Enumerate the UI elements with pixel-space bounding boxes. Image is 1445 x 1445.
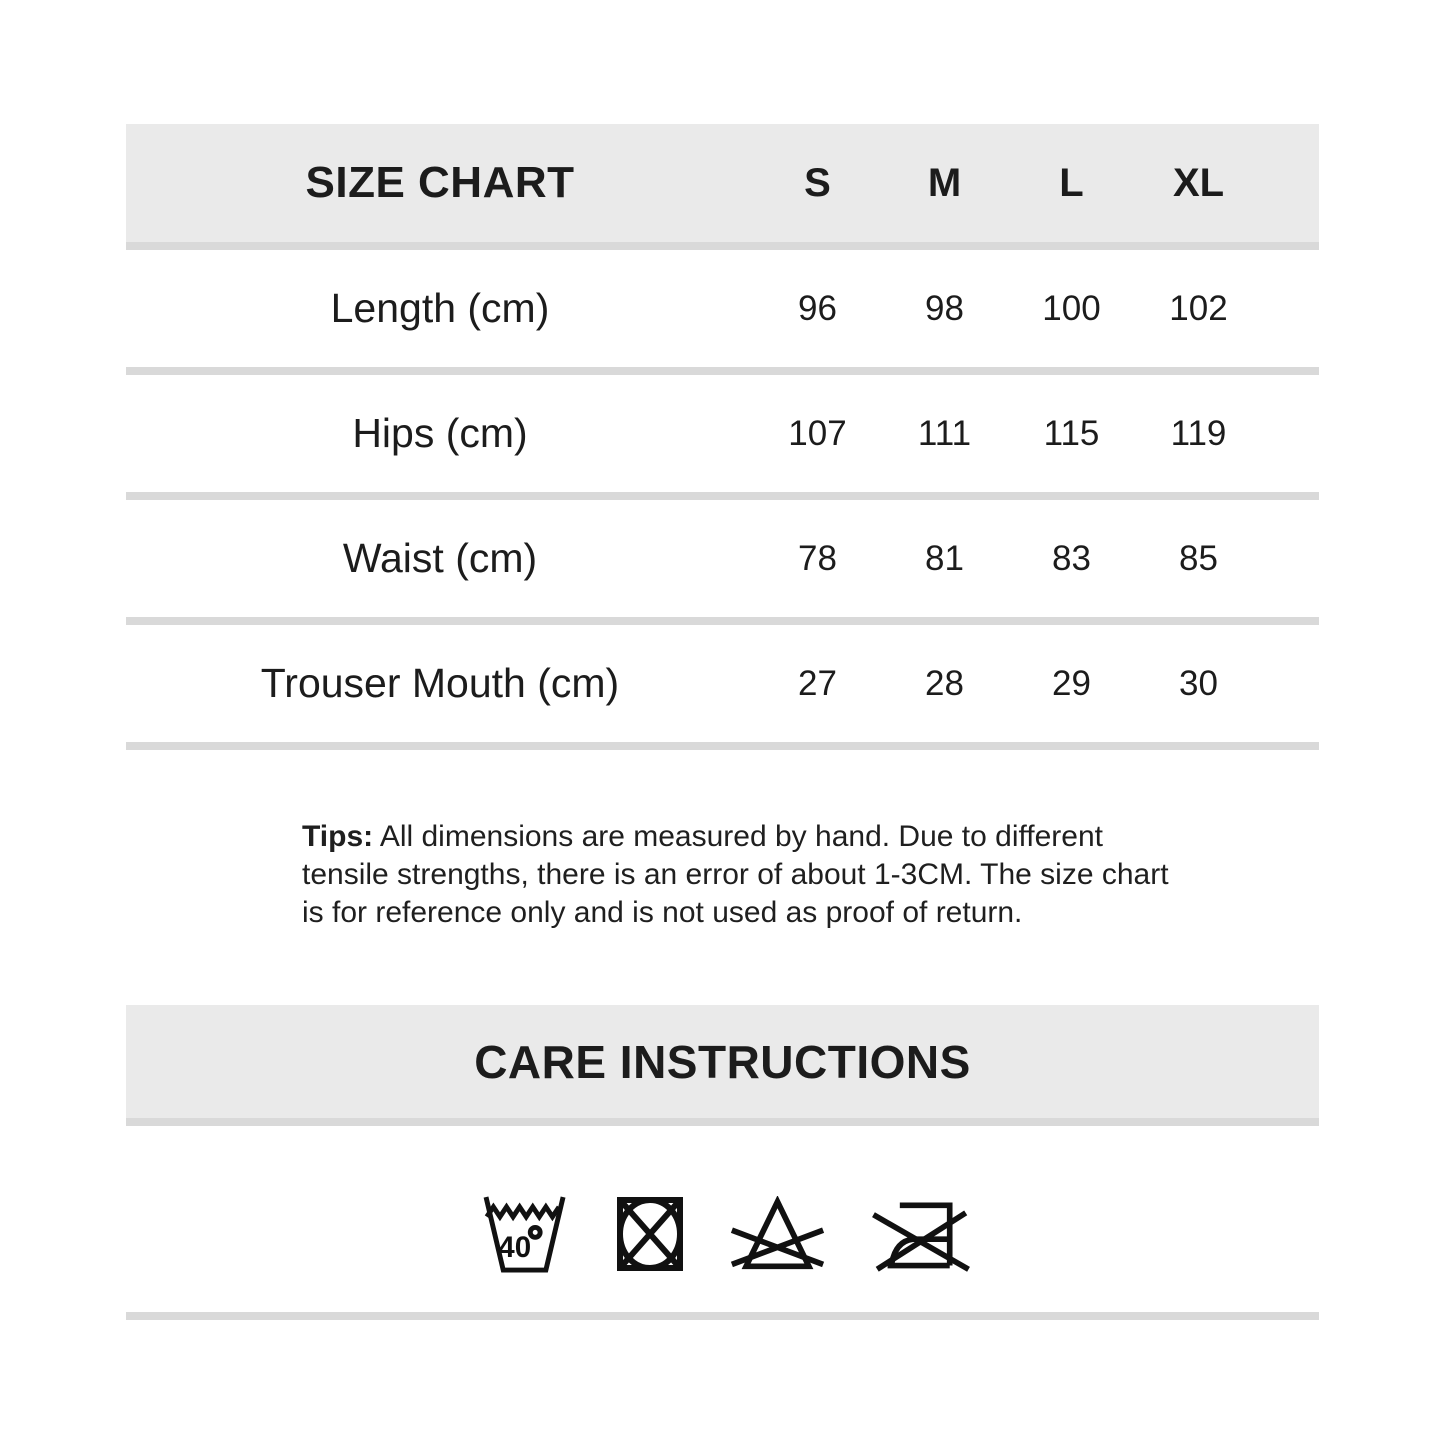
cell-value: 28 [925, 663, 964, 703]
column-header-m: M [927, 160, 962, 205]
care-icons-row [126, 1192, 1319, 1276]
column-header-l: L [1059, 160, 1084, 205]
cell-value: 100 [1042, 288, 1101, 328]
tips-note [302, 818, 1182, 932]
cell-value: 85 [1179, 538, 1218, 578]
size-chart-title: SIZE CHART [305, 158, 575, 207]
cell-value: 81 [925, 538, 964, 578]
cell-value: 96 [798, 288, 837, 328]
do-not-iron-icon [871, 1194, 971, 1274]
row-divider [126, 617, 1319, 625]
cell-value: 78 [798, 538, 837, 578]
row-label: Length (cm) [330, 285, 550, 331]
cell-value: 30 [1179, 663, 1218, 703]
do-not-tumble-dry-icon [616, 1196, 684, 1272]
row-divider [126, 492, 1319, 500]
row-divider [126, 742, 1319, 750]
row-divider [126, 367, 1319, 375]
tips-text: All dimensions are measured by hand. Due to different tensile strengths, there is an error of about 1-3CM. The size chart is for reference only and is not used as proof of return. [302, 820, 1169, 929]
care-instructions-title: CARE INSTRUCTIONS [474, 1035, 971, 1088]
cell-value: 83 [1052, 538, 1091, 578]
row-divider [126, 242, 1319, 250]
cell-value: 111 [917, 413, 972, 453]
size-chart-header-row [126, 124, 1319, 242]
table-row-trouser-mouth [126, 625, 1319, 742]
cell-value: 119 [1170, 413, 1227, 453]
table-row-waist [126, 500, 1319, 617]
cell-value: 107 [788, 413, 847, 453]
wash-temperature-label: 40 [497, 1230, 531, 1264]
care-instructions-header [126, 1005, 1319, 1118]
wash-40-icon [475, 1193, 570, 1275]
cell-value: 115 [1043, 413, 1100, 453]
table-row-length [126, 250, 1319, 367]
row-label: Trouser Mouth (cm) [260, 660, 620, 706]
column-header-s: S [804, 160, 831, 205]
row-divider [126, 1118, 1319, 1126]
table-row-hips [126, 375, 1319, 492]
cell-value: 27 [798, 663, 837, 703]
cell-value: 29 [1052, 663, 1091, 703]
tips-label: Tips: [302, 820, 374, 853]
cell-value: 102 [1169, 288, 1228, 328]
row-label: Hips (cm) [352, 410, 528, 456]
size-chart-table [126, 124, 1319, 750]
row-label: Waist (cm) [342, 535, 538, 581]
column-header-xl: XL [1172, 160, 1225, 205]
do-not-bleach-icon [730, 1196, 825, 1272]
bottom-divider [126, 1312, 1319, 1320]
cell-value: 98 [925, 288, 964, 328]
